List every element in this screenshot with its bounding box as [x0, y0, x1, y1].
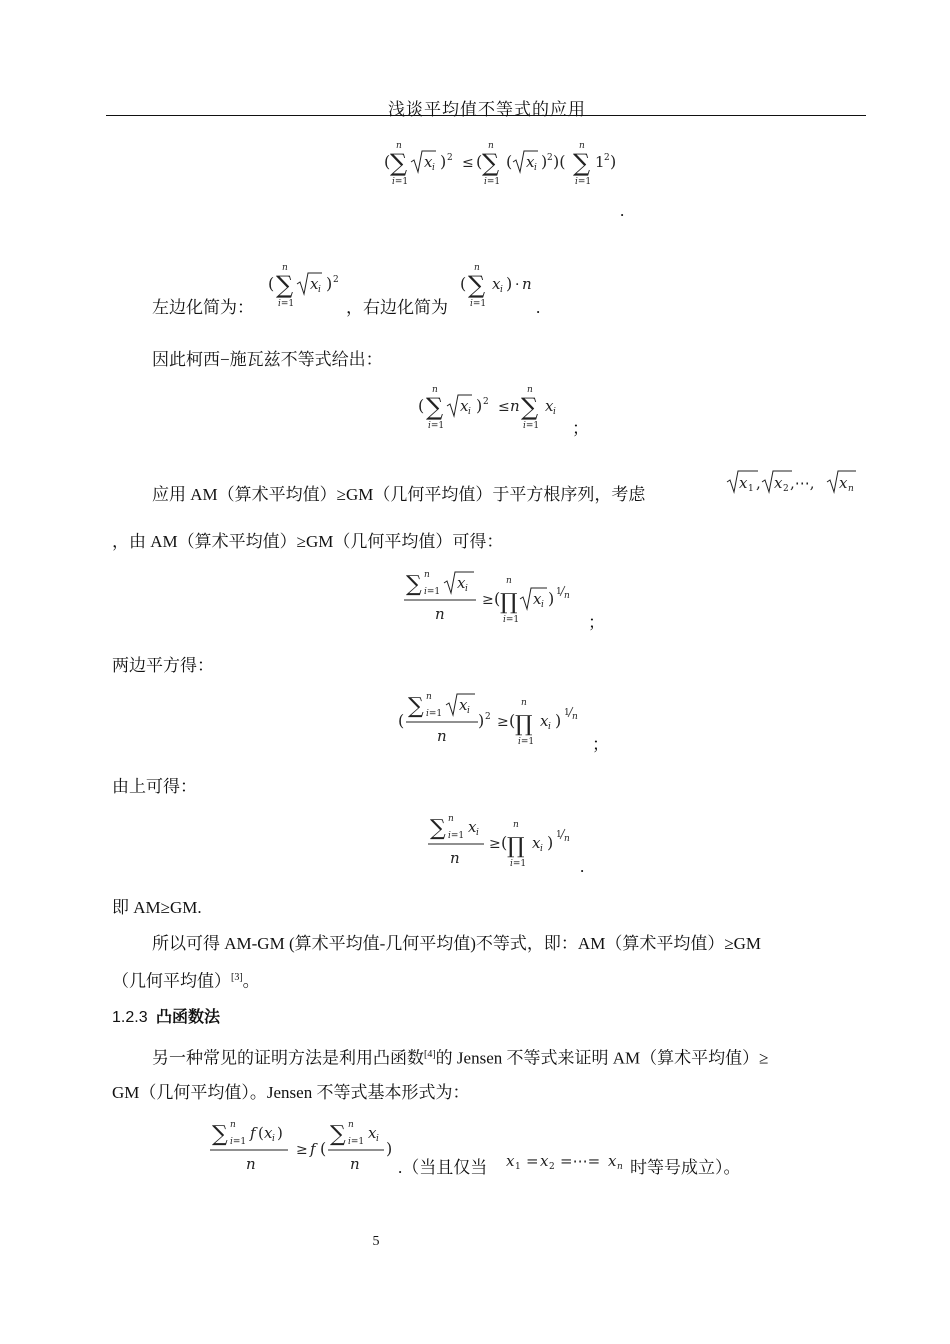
svg-text:∑: ∑ — [390, 149, 408, 177]
conclusion-line2 — [112, 967, 260, 993]
svg-text:x: x — [540, 712, 549, 730]
svg-text:i=1: i=1 — [523, 421, 540, 431]
svg-text:x: x — [533, 590, 542, 608]
conclusion-end: 。 — [242, 971, 260, 991]
equation-amgm-final — [428, 810, 588, 870]
section-number: 1.2.3 — [112, 1009, 148, 1026]
svg-text:): ) — [548, 589, 555, 608]
citation-4[interactable]: [4] — [424, 1049, 436, 1060]
svg-text:x: x — [460, 397, 469, 415]
svg-text:i: i — [272, 1134, 275, 1144]
svg-text:): ) — [277, 1124, 283, 1142]
svg-text:x: x — [468, 818, 477, 836]
jensen-tail-a: .（当且仅当 — [398, 1158, 488, 1177]
svg-text:n: n — [510, 397, 520, 415]
svg-text:=⋯=: =⋯= — [560, 1152, 601, 1170]
svg-text:i=1: i=1 — [392, 177, 409, 187]
svg-text:∑: ∑ — [468, 271, 486, 299]
svg-text:n: n — [230, 1120, 236, 1130]
svg-text:x: x — [839, 474, 848, 492]
running-header: 浅谈平均值不等式的应用 — [388, 100, 586, 119]
svg-text:(: ( — [258, 1124, 264, 1142]
svg-text:1: 1 — [595, 153, 605, 171]
svg-text:i: i — [541, 600, 544, 610]
svg-text:i=1: i=1 — [518, 737, 535, 747]
svg-text:≥: ≥ — [296, 1142, 308, 1158]
svg-text:n: n — [448, 814, 454, 824]
svg-text:∑: ∑ — [521, 393, 539, 421]
svg-text:i=1: i=1 — [426, 709, 443, 719]
svg-text:): ) — [478, 711, 485, 730]
svg-text:∑: ∑ — [430, 816, 446, 841]
svg-text:≥: ≥ — [482, 592, 494, 608]
svg-text:): ) — [440, 152, 447, 171]
am-gm-intro-line2: ，由 AM（算术平均值）≥GM（几何平均值）可得： — [112, 532, 504, 551]
svg-text:=: = — [526, 1152, 539, 1170]
svg-text:≥: ≥ — [489, 836, 501, 852]
svg-text:x: x — [545, 397, 554, 415]
svg-text:i: i — [376, 1134, 379, 1144]
svg-text:≤: ≤ — [498, 399, 510, 415]
svg-text:·: · — [515, 277, 520, 293]
svg-text:i: i — [465, 584, 468, 594]
citation-3[interactable]: [3] — [231, 972, 243, 983]
amgm-final-period: . — [580, 857, 585, 876]
svg-text:i: i — [548, 722, 551, 732]
svg-text:i=1: i=1 — [484, 177, 501, 187]
equation-right-simplified — [460, 262, 540, 312]
svg-text:n: n — [488, 141, 494, 151]
svg-text:): ) — [506, 274, 513, 293]
svg-text:∑: ∑ — [426, 393, 444, 421]
svg-text:(: ( — [476, 152, 483, 171]
amgm-sqrt-semicolon: ； — [588, 613, 605, 632]
svg-text:n: n — [282, 263, 288, 273]
svg-text:i: i — [500, 285, 503, 295]
svg-text:2: 2 — [547, 153, 553, 163]
svg-text:∑: ∑ — [406, 572, 422, 597]
svg-text:i: i — [468, 407, 471, 417]
convex-line1 — [152, 1044, 768, 1070]
svg-text:n: n — [396, 141, 402, 151]
svg-text:∑: ∑ — [573, 149, 591, 177]
svg-text:x: x — [608, 1152, 617, 1170]
svg-text:i=1: i=1 — [230, 1137, 247, 1147]
svg-text:(: ( — [506, 152, 513, 171]
svg-text:i=1: i=1 — [348, 1137, 365, 1147]
svg-text:i: i — [553, 407, 556, 417]
conclusion-am-ge-gm: 即 AM≥GM. — [112, 898, 202, 917]
svg-text:i: i — [476, 828, 479, 838]
svg-text:i=1: i=1 — [470, 299, 487, 309]
svg-text:i=1: i=1 — [278, 299, 295, 309]
from-above-text: 由上可得： — [112, 777, 197, 796]
svg-text:x: x — [264, 1124, 273, 1142]
svg-text:∑: ∑ — [276, 271, 294, 299]
svg-text:x: x — [459, 696, 468, 714]
svg-text:x: x — [424, 153, 433, 171]
equation-period: . — [620, 201, 625, 220]
svg-text:n: n — [521, 698, 527, 708]
svg-text:x: x — [492, 275, 501, 293]
convex-line1-b: 的 Jensen 不等式来证明 AM（算术平均值）≥ — [435, 1048, 769, 1068]
svg-text:2: 2 — [483, 397, 489, 407]
svg-text:n: n — [579, 141, 585, 151]
svg-text:∏: ∏ — [507, 834, 525, 859]
svg-text:): ) — [547, 833, 554, 852]
svg-text:(: ( — [320, 1139, 327, 1158]
svg-text:n: n — [432, 385, 438, 395]
svg-text:1: 1 — [556, 587, 562, 597]
svg-text:∑: ∑ — [330, 1122, 346, 1147]
svg-text:i=1: i=1 — [424, 587, 441, 597]
svg-text:n: n — [424, 570, 430, 580]
svg-text:n: n — [474, 263, 480, 273]
svg-text:i: i — [432, 163, 435, 173]
svg-text:2: 2 — [333, 275, 339, 285]
svg-text:i: i — [318, 285, 321, 295]
svg-text:∏: ∏ — [515, 712, 533, 737]
svg-text:i=1: i=1 — [503, 615, 520, 625]
svg-text:i=1: i=1 — [510, 859, 527, 869]
svg-text:∏: ∏ — [500, 590, 518, 615]
svg-text:(: ( — [268, 274, 275, 293]
svg-text:f: f — [310, 1140, 316, 1158]
svg-text:(: ( — [384, 152, 391, 171]
svg-text:2: 2 — [549, 1162, 555, 1172]
svg-text:(: ( — [460, 274, 467, 293]
svg-text:∑: ∑ — [408, 694, 424, 719]
equation-cauchy-schwarz — [384, 140, 620, 190]
equation-left-simplified — [268, 262, 348, 312]
svg-text:≤: ≤ — [462, 155, 474, 171]
svg-text:1: 1 — [556, 830, 562, 840]
svg-text:i=1: i=1 — [428, 421, 445, 431]
equation-sqrt-sequence — [726, 468, 858, 502]
svg-text:x: x — [540, 1152, 549, 1170]
svg-text:x: x — [506, 1152, 515, 1170]
svg-text:(: ( — [418, 396, 425, 415]
svg-text:2: 2 — [604, 153, 610, 163]
svg-text:n: n — [435, 605, 445, 623]
svg-text:n: n — [527, 385, 533, 395]
svg-text:x: x — [368, 1124, 377, 1142]
am-gm-intro-line1: 应用 AM（算术平均值）≥GM（几何平均值）于平方根序列，考虑 — [152, 485, 646, 504]
header-rule — [106, 115, 866, 116]
svg-text:n: n — [522, 275, 532, 293]
cs-result-semicolon: ； — [572, 419, 589, 438]
svg-text:,: , — [756, 474, 761, 492]
svg-text:): ) — [555, 711, 562, 730]
svg-text:n: n — [617, 1162, 623, 1172]
svg-text:)(: )( — [553, 152, 566, 171]
svg-text:i: i — [467, 706, 470, 716]
right-simplified-period: . — [536, 298, 541, 317]
convex-line2: GM（几何平均值）。Jensen 不等式基本形式为： — [112, 1083, 470, 1102]
section-heading — [112, 1007, 220, 1029]
svg-text:x: x — [532, 834, 541, 852]
svg-text:n: n — [450, 849, 460, 867]
svg-text:): ) — [610, 152, 617, 171]
svg-text:n: n — [246, 1155, 256, 1173]
svg-text:x: x — [739, 474, 748, 492]
svg-text:,⋯,: ,⋯, — [790, 474, 815, 492]
svg-text:n: n — [848, 484, 854, 494]
svg-text:∑: ∑ — [482, 149, 500, 177]
svg-text:∑: ∑ — [212, 1122, 228, 1147]
svg-text:n: n — [350, 1155, 360, 1173]
svg-text:x: x — [526, 153, 535, 171]
svg-text:1: 1 — [748, 484, 754, 494]
svg-text:n: n — [564, 834, 570, 844]
svg-text:i=1: i=1 — [575, 177, 592, 187]
section-title: 凸函数法 — [156, 1009, 221, 1026]
svg-text:(: ( — [398, 711, 405, 730]
svg-text:i: i — [540, 844, 543, 854]
conclusion-line1: 所以可得 AM-GM (算术平均值-几何平均值)不等式，即：AM（算术平均值）≥GM — [152, 934, 762, 953]
svg-text:(: ( — [501, 833, 508, 852]
svg-text:): ) — [541, 152, 548, 171]
page-number: 5 — [372, 1234, 380, 1249]
svg-text:1: 1 — [515, 1162, 521, 1172]
svg-text:(: ( — [509, 711, 516, 730]
svg-text:n: n — [426, 692, 432, 702]
svg-text:i: i — [534, 163, 537, 173]
equation-amgm-sqrt — [404, 566, 584, 626]
svg-text:(: ( — [494, 589, 501, 608]
svg-text:n: n — [572, 712, 578, 722]
svg-text:): ) — [326, 274, 333, 293]
svg-text:1: 1 — [564, 708, 570, 718]
equation-cs-result — [418, 384, 568, 434]
svg-text:): ) — [476, 396, 483, 415]
left-simplified-label: 左边化简为： — [152, 298, 254, 317]
svg-text:x: x — [774, 474, 783, 492]
amgm-squared-semicolon: ； — [592, 735, 609, 754]
equation-equality-condition — [506, 1148, 630, 1178]
svg-text:n: n — [437, 727, 447, 745]
svg-text:x: x — [457, 574, 466, 592]
square-both-text: 两边平方得： — [112, 656, 214, 675]
svg-text:2: 2 — [783, 484, 789, 494]
svg-text:x: x — [310, 275, 319, 293]
svg-text:n: n — [564, 591, 570, 601]
svg-text:): ) — [386, 1139, 393, 1158]
right-simplified-label: ，右边化简为 — [346, 298, 448, 317]
equation-jensen — [208, 1116, 398, 1176]
conclusion-gm-label: （几何平均值） — [112, 971, 231, 991]
svg-text:2: 2 — [447, 153, 453, 163]
svg-text:i=1: i=1 — [448, 831, 465, 841]
svg-text:f: f — [250, 1124, 256, 1142]
equation-amgm-squared — [398, 688, 598, 748]
svg-text:n: n — [513, 820, 519, 830]
svg-text:n: n — [348, 1120, 354, 1130]
jensen-tail-b: 时等号成立）。 — [630, 1158, 741, 1177]
svg-text:n: n — [506, 576, 512, 586]
svg-text:2: 2 — [485, 712, 491, 722]
convex-line1-a: 另一种常见的证明方法是利用凸函数 — [152, 1048, 424, 1068]
svg-text:≥: ≥ — [497, 714, 509, 730]
cs-intro-text: 因此柯西−施瓦兹不等式给出： — [152, 350, 383, 369]
